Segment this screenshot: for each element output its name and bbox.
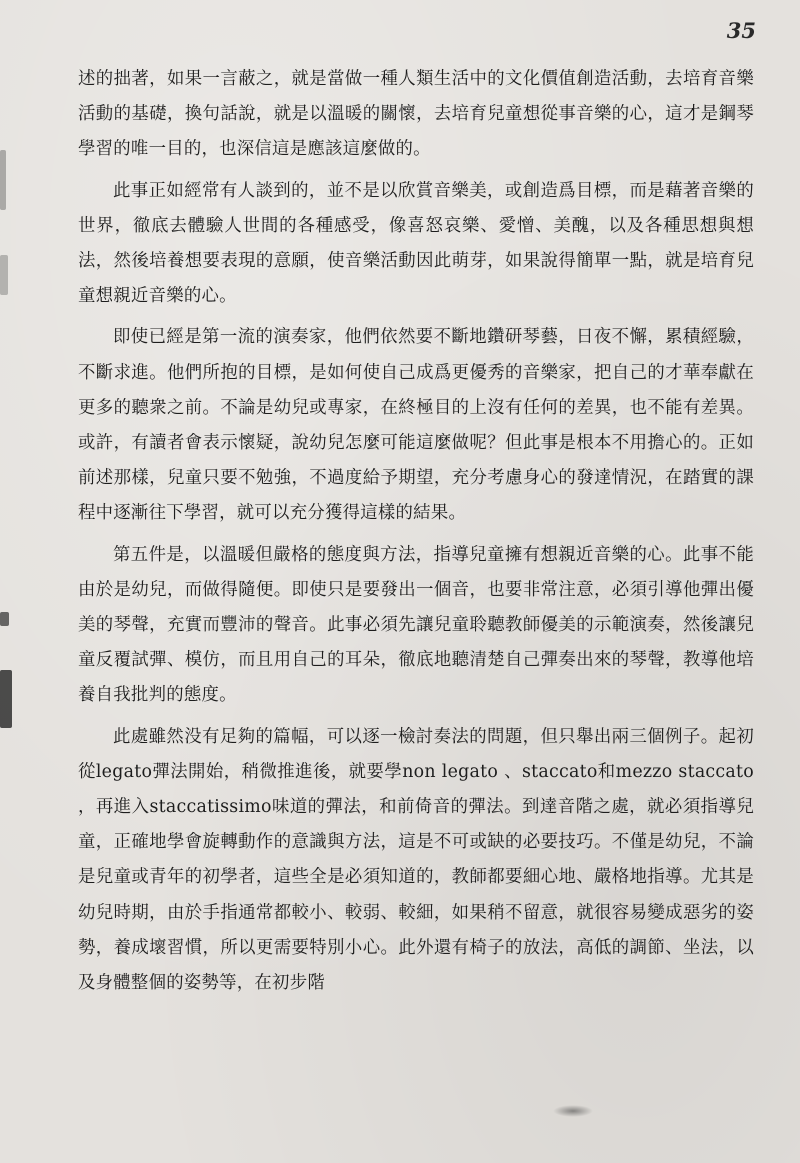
binding-edge-mark: [0, 612, 9, 626]
binding-edge-mark: [0, 255, 8, 295]
paragraph: 述的拙著，如果一言蔽之，就是當做一種人類生活中的文化價值創造活動，去培育音樂活動的基礎，換句話說，就是以溫暖的關懷，去培育兒童想從事音樂的心，這才是鋼琴學習的唯一目的，也深信這是應該這麼做的。: [78, 69, 754, 160]
paragraph: 第五件是，以溫暖但嚴格的態度與方法，指導兒童擁有想親近音樂的心。此事不能由於是幼兒，而做得隨便。即使只是要發出一個音，也要非常注意，必須引導他彈出優美的琴聲，充實而豐沛的聲音。此事必須先讓兒童聆聽教師優美的示範演奏，然後讓兒童反覆試彈、模仿，而且用自己的耳朵，徹底地聽清楚自己彈奏出來的琴聲，教導他培養自我批判的態度。: [78, 544, 754, 706]
body-text: [78, 62, 754, 1007]
paragraph: 即使已經是第一流的演奏家，他們依然要不斷地鑽研琴藝，日夜不懈，累積經驗，不斷求進。他們所抱的目標，是如何使自己成爲更優秀的音樂家，把自己的才華奉獻在更多的聽衆之前。不論是幼兒或專家，在終極目的上沒有任何的差異，也不能有差異。或許，有讀者會表示懷疑，說幼兒怎麼可能這麼做呢？但此事是根本不用擔心的。正如前述那樣，兒童只要不勉強，不過度給予期望，充分考慮身心的發達情況，在踏實的課程中逐漸往下學習，就可以充分獲得這樣的結果。: [78, 327, 754, 524]
binding-edge-mark: [0, 670, 12, 728]
paragraph: 此事正如經常有人談到的，並不是以欣賞音樂美，或創造爲目標，而是藉著音樂的世界，徹底去體驗人世間的各種感受，像喜怒哀樂、愛憎、美醜，以及各種思想與想法，然後培養想要表現的意願，使音樂活動因此萌芽，如果說得簡單一點，就是培育兒童想親近音樂的心。: [78, 180, 754, 307]
binding-edge-mark: [0, 150, 6, 210]
ink-smudge: [553, 1105, 593, 1117]
paragraph: 此處雖然没有足夠的篇幅，可以逐一檢討奏法的問題，但只舉出兩三個例子。起初從legato彈法開始，稍微推進後，就要學non legato 、staccato和mezzo staccato ，再進入staccatissimo味道的彈法，和前倚音的彈法。到達音階之處，就必須指導兒童，正確地學會旋轉動作的意識與方法，這是不可或缺的必要技巧。不僅是幼兒，不論是兒童或青年的初學者，這些全是必須知道的，教師都要細心地、嚴格地指導。尤其是幼兒時期，由於手指通常都較小、較弱、較細，如果稍不留意，就很容易變成惡劣的姿勢，養成壞習慣，所以更需要特別小心。此外還有椅子的放法，高低的調節、坐法，以及身體整個的姿勢等，在初步階: [78, 726, 754, 994]
page-number: 35: [726, 18, 756, 43]
